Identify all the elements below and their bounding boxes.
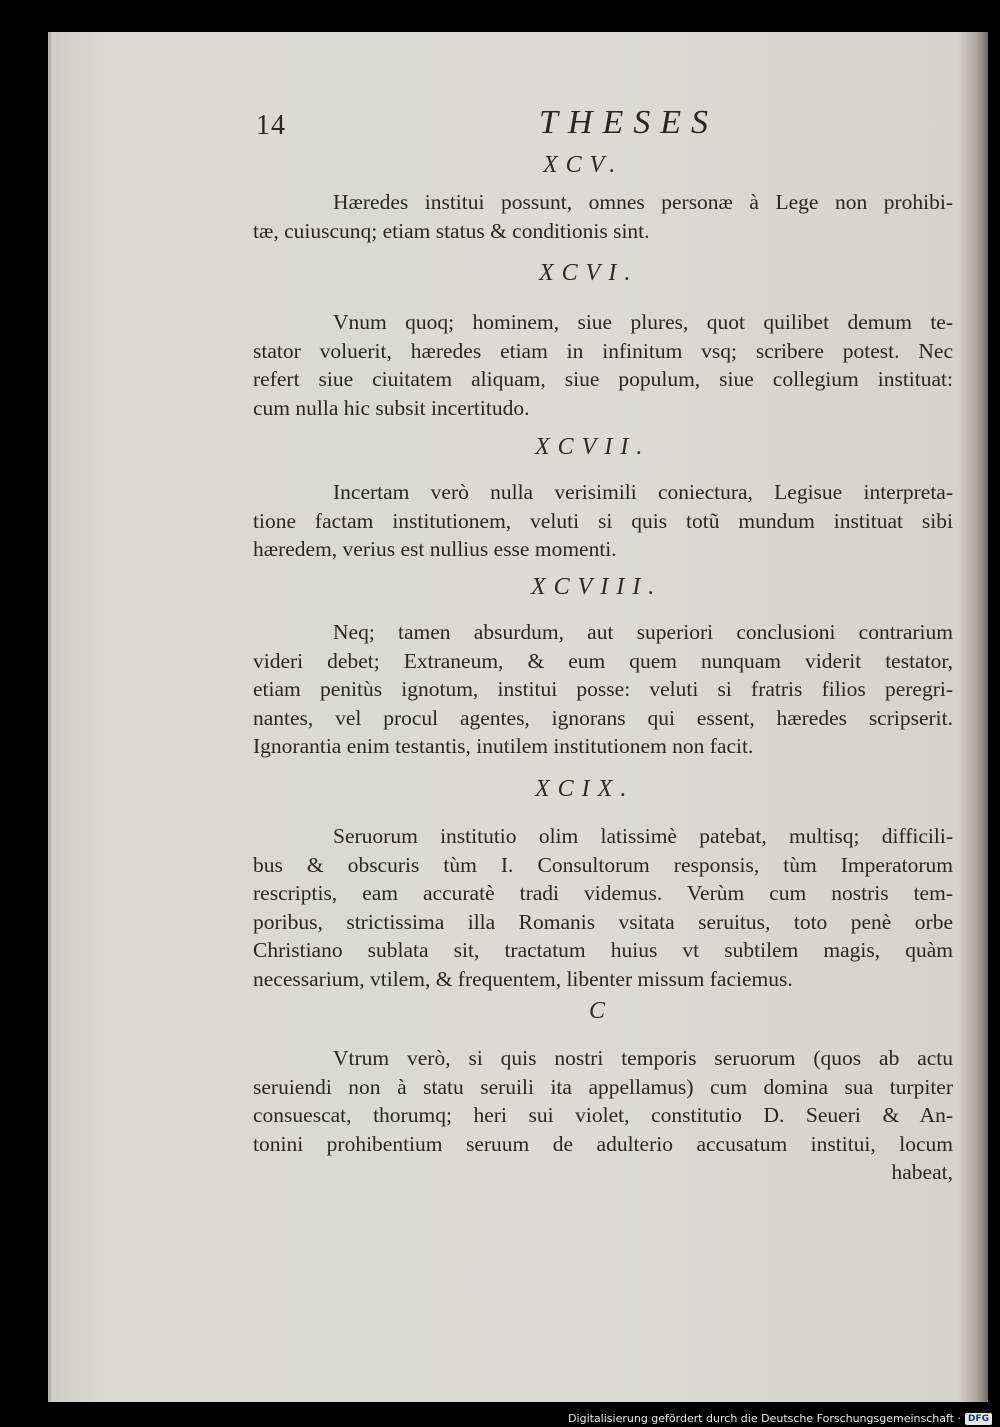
text-line: Hæredes institui possunt, omnes personæ à Lege non prohibi-	[333, 190, 953, 214]
text-line: Seruorum institutio olim latissimè patebat, multisq; difficili-	[333, 824, 953, 848]
thesis-numeral: XCV.	[543, 152, 624, 178]
text-line: Neq; tamen absurdum, aut superiori conclusioni contrarium	[333, 620, 953, 644]
text-line: consuescat, thorumq; heri sui violet, constitutio D. Seueri & An-	[253, 1103, 953, 1127]
text-line: tione factam institutionem, veluti si quis totũ mundum instituat sibi	[253, 508, 953, 533]
text-line: bus & obscuris tùm I. Consultorum responsis, tùm Imperatorum	[253, 852, 953, 877]
text-line: Christiano sublata sit, tractatum huius vt subtilem magis, quàm	[253, 938, 953, 962]
text-line: Incertam verò nulla verisimili coniectura, Legisue interpreta-	[333, 480, 953, 504]
thesis-numeral: C	[589, 998, 614, 1024]
text-line: Vnum quoq; hominem, siue plures, quot quilibet demum te-	[333, 310, 953, 334]
page-spine-shadow	[958, 32, 988, 1402]
text-line: tonini prohibentium seruum de adulterio accusatum institui, locum	[253, 1131, 953, 1156]
text-line: poribus, strictissima illa Romanis vsitata seruitus, toto penè orbe	[253, 909, 953, 934]
text-line: stator voluerit, hæredes etiam in infinitum vsq; scribere potest. Nec	[253, 338, 953, 363]
dfg-logo: DFG	[965, 1413, 992, 1425]
page-number: 14	[256, 110, 286, 141]
text-line: Vtrum verò, si quis nostri temporis seruorum (quos ab actu	[333, 1046, 953, 1070]
thesis-numeral: XCVII.	[535, 434, 651, 460]
running-head: THESES	[539, 104, 718, 141]
text-line: nantes, vel procul agentes, ignorans qui essent, hæredes scripserit.	[253, 705, 953, 730]
text-line: etiam penitùs ignotum, institui posse: veluti si fratris filios peregri-	[253, 677, 953, 701]
text-line: refert siue ciuitatem aliquam, siue populum, siue collegium instituat:	[253, 367, 953, 391]
thesis-paragraph	[253, 308, 953, 422]
text-line: videri debet; Extraneum, & eum quem nunquam viderit testator,	[253, 648, 953, 673]
thesis-numeral: XCVIII.	[531, 574, 663, 600]
thesis-paragraph	[253, 1044, 953, 1187]
thesis-paragraph	[253, 822, 953, 993]
thesis-paragraph	[253, 618, 953, 761]
text-line: cum nulla hic subsit incertitudo.	[253, 395, 530, 420]
thesis-numeral: XCVI.	[539, 260, 639, 286]
text-line: rescriptis, eam accuratè tradi videmus. Verùm cum nostris tem-	[253, 881, 953, 905]
text-line: hæredem, verius est nullius esse momenti.	[253, 537, 617, 561]
text-line: seruiendi non à statu seruili ita appellamus) cum domina sua turpiter	[253, 1074, 953, 1099]
thesis-paragraph	[253, 188, 953, 245]
text-line: Ignorantia enim testantis, inutilem institutionem non facit.	[253, 734, 754, 758]
text-line: tæ, cuiuscunq; etiam status & conditionis sint.	[253, 218, 650, 243]
funding-credit-text: Digitalisierung gefördert durch die Deutsche Forschungsgemeinschaft ·	[568, 1412, 961, 1425]
book-page	[48, 32, 988, 1402]
catchword: habeat,	[891, 1160, 953, 1184]
thesis-numeral: XCIX.	[535, 776, 635, 802]
funding-credit	[568, 1412, 992, 1425]
thesis-paragraph	[253, 478, 953, 564]
text-line: necessarium, vtilem, & frequentem, libenter missum faciemus.	[253, 966, 793, 991]
